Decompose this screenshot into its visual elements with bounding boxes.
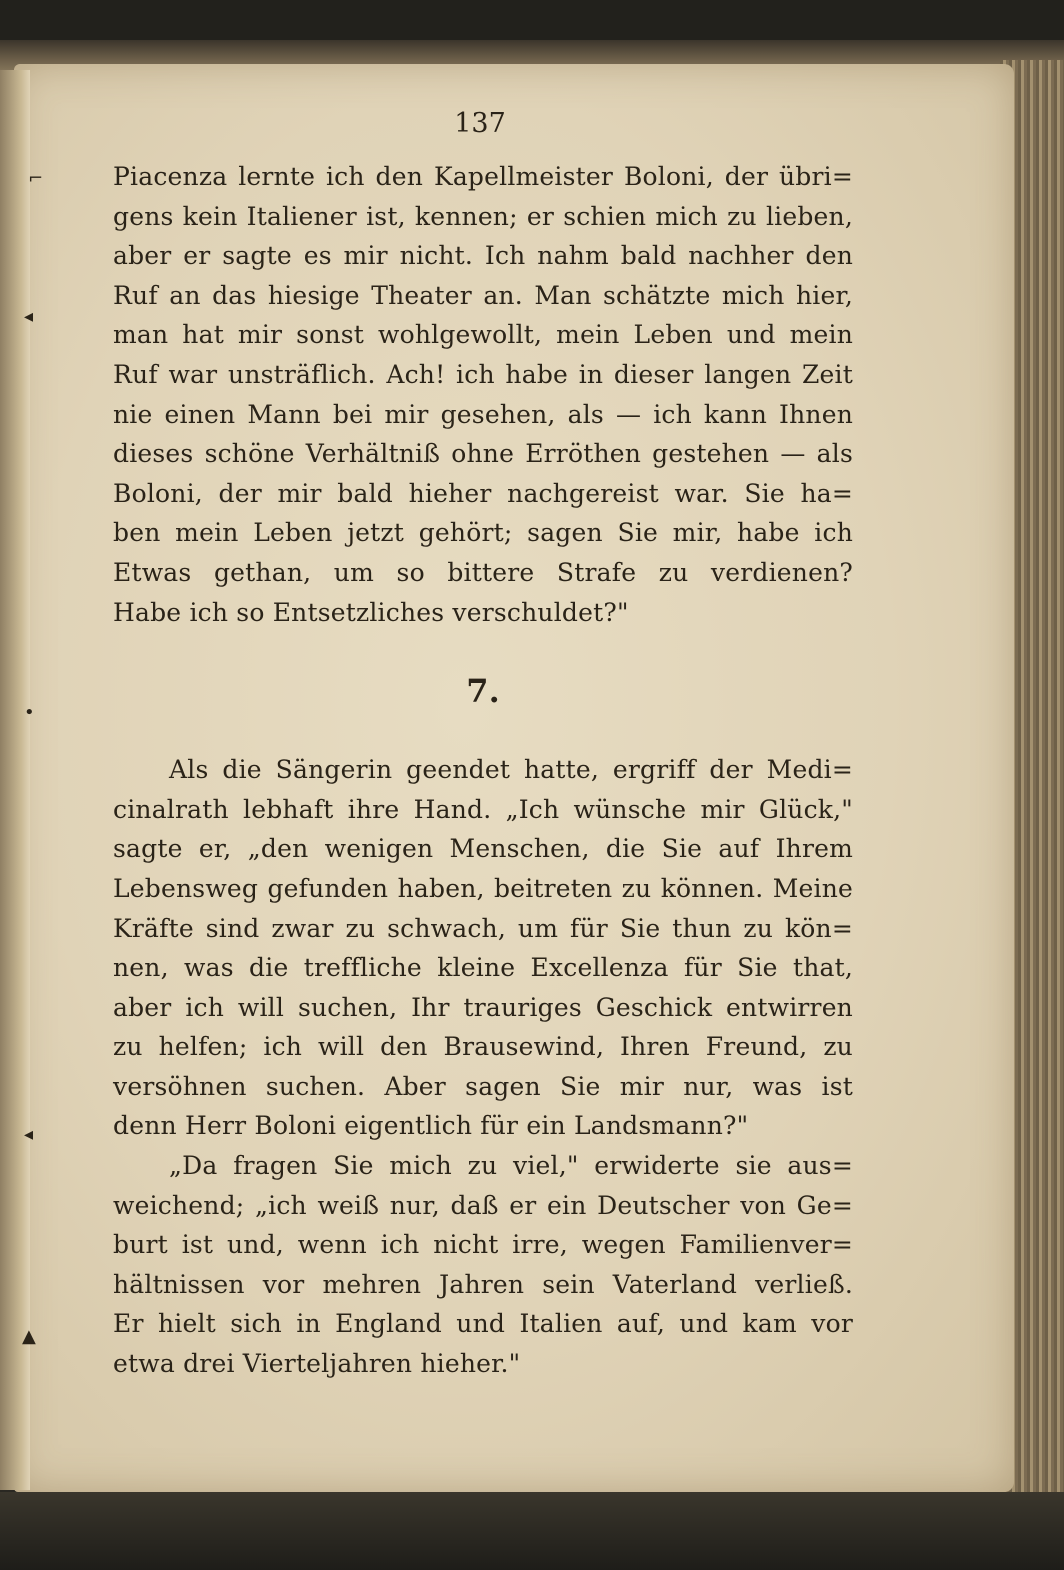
text-line: cinalrath lebhaft ihre Hand. „Ich wünsche mir Glück," bbox=[113, 794, 853, 824]
text-line: sagte er, „den wenigen Menschen, die Sie auf Ihrem bbox=[113, 834, 853, 864]
text-line: weichend; „ich weiß nur, daß er ein Deutscher von Ge= bbox=[113, 1190, 853, 1220]
text-line: aber er sagte es mir nicht. Ich nahm bald nachher den bbox=[113, 241, 853, 271]
margin-mark: ◂ bbox=[24, 306, 34, 327]
text-line: Ruf an das hiesige Theater an. Man schätzte mich hier, bbox=[113, 280, 853, 310]
text-line: versöhnen suchen. Aber sagen Sie mir nur, was ist bbox=[113, 1071, 853, 1101]
text-line: Kräfte sind zwar zu schwach, um für Sie thun zu kön= bbox=[113, 913, 853, 943]
text-line: Ruf war unsträflich. Ach! ich habe in dieser langen Zeit bbox=[113, 359, 853, 389]
binding-gutter bbox=[0, 70, 30, 1490]
margin-mark: ⌐ bbox=[28, 168, 44, 189]
text-line: nie einen Mann bei mir gesehen, als — ich kann Ihnen bbox=[113, 399, 853, 429]
text-line: dieses schöne Verhältniß ohne Erröthen gestehen — als bbox=[113, 439, 853, 469]
text-line: nen, was die treffliche kleine Excellenza für Sie that, bbox=[113, 953, 853, 983]
text-line: ben mein Leben jetzt gehört; sagen Sie mir, habe ich bbox=[113, 518, 853, 548]
text-line: hältnissen vor mehren Jahren sein Vaterland verließ. bbox=[113, 1269, 853, 1299]
text-line: Er hielt sich in England und Italien auf, und kam vor bbox=[113, 1309, 853, 1339]
text-line: Habe ich so Entsetzliches verschuldet?" bbox=[113, 597, 629, 627]
text-line: burt ist und, wenn ich nicht irre, wegen Familienver= bbox=[113, 1230, 853, 1260]
text-line: etwa drei Vierteljahren hieher." bbox=[113, 1349, 521, 1379]
text-line: denn Herr Boloni eigentlich für ein Landsmann?" bbox=[113, 1111, 749, 1141]
text-line: aber ich will suchen, Ihr trauriges Geschick entwirren bbox=[113, 992, 853, 1022]
page-text bbox=[113, 157, 853, 1384]
text-line: gens kein Italiener ist, kennen; er schien mich zu lieben, bbox=[113, 201, 853, 231]
margin-mark: • bbox=[24, 702, 35, 723]
text-line: man hat mir sonst wohlgewollt, mein Leben und mein bbox=[113, 320, 853, 350]
text-line: zu helfen; ich will den Brausewind, Ihren Freund, zu bbox=[113, 1032, 853, 1062]
text-line: „Da fragen Sie mich zu viel," erwiderte sie aus= bbox=[169, 1151, 853, 1181]
book-bottom-edge bbox=[0, 1492, 1064, 1570]
page-number: 137 bbox=[454, 108, 506, 139]
text-line: Lebensweg gefunden haben, beitreten zu können. Meine bbox=[113, 873, 853, 903]
text-line: Boloni, der mir bald hieher nachgereist war. Sie ha= bbox=[113, 478, 853, 508]
text-line: Piacenza lernte ich den Kapellmeister Boloni, der übri= bbox=[113, 162, 853, 191]
margin-mark: ▲ bbox=[22, 1326, 36, 1347]
section-number: 7. bbox=[466, 672, 500, 711]
margin-mark: ◂ bbox=[24, 1124, 34, 1145]
text-line: Als die Sängerin geendet hatte, ergriff der Medi= bbox=[169, 755, 853, 785]
text-line: Etwas gethan, um so bittere Strafe zu verdienen? bbox=[113, 557, 853, 587]
